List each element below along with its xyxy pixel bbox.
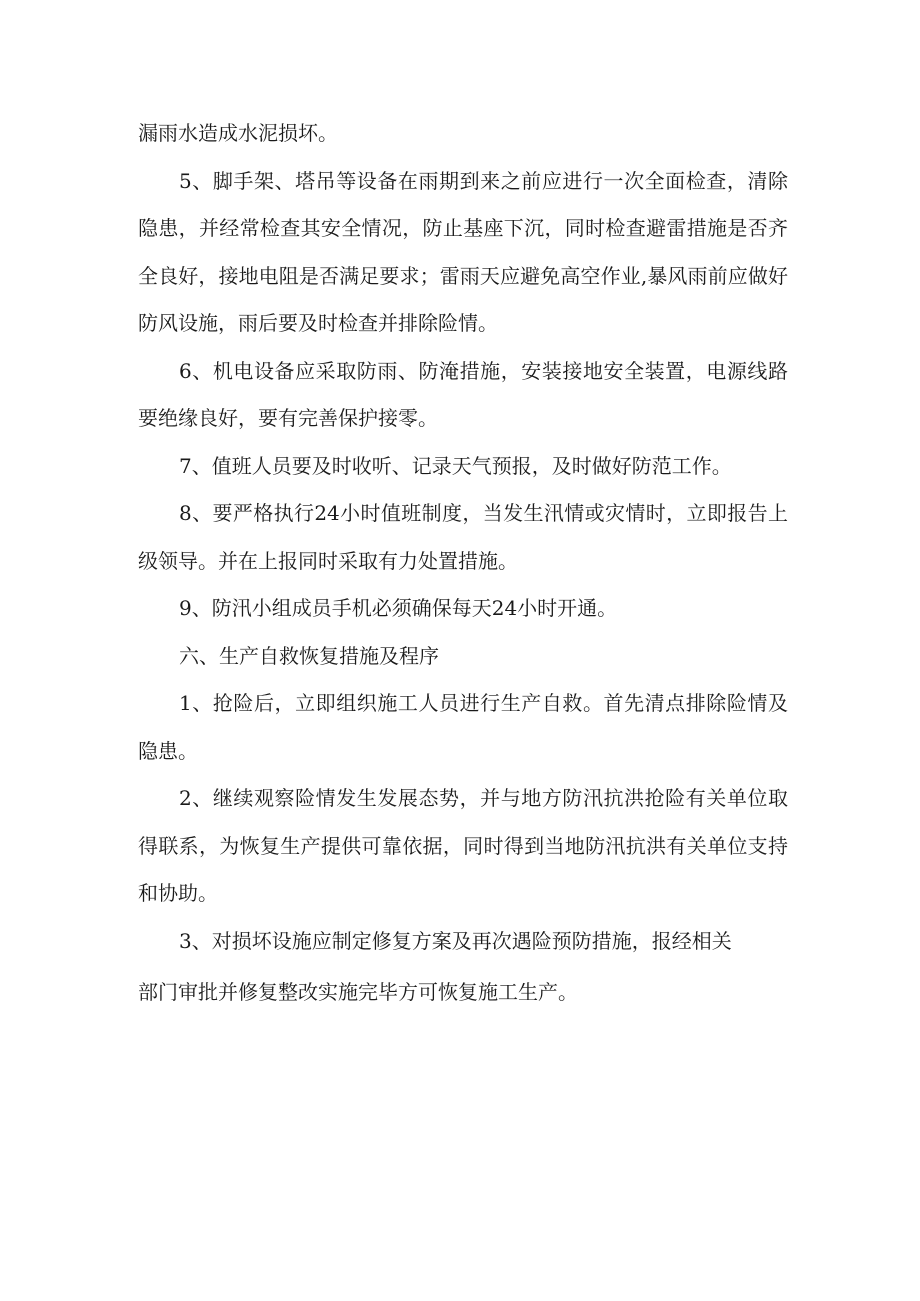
paragraph-step-2: 2、继续观察险情发生发展态势，并与地方防汛抗洪抢险有关单位取得联系，为恢复生产提供可靠依据，同时得到当地防汛抗洪有关单位支持和协助。 [138, 786, 788, 905]
paragraph-continuation: 漏雨水造成水泥损坏。 [138, 121, 338, 145]
paragraph-item-6: 6、机电设备应采取防雨、防淹措施，安装接地安全装置，电源线路要绝缘良好，要有完善保护接零。 [138, 358, 788, 430]
paragraph-item-7: 7、值班人员要及时收听、记录天气预报，及时做好防范工作。 [179, 453, 732, 478]
paragraph-step-1: 1、抢险后，立即组织施工人员进行生产自救。首先清点排除险情及隐患。 [138, 691, 788, 763]
document-body [138, 110, 788, 1017]
paragraph-step-3: 3、对损坏设施应制定修复方案及再次遇险预防措施，报经相关 [179, 928, 732, 953]
paragraph-item-9: 9、防汛小组成员手机必须确保每天24小时开通。 [179, 596, 618, 620]
paragraph-item-5: 5、脚手架、塔吊等设备在雨期到来之前应进行一次全面检查，清除隐患，并经常检查其安全情况，防止基座下沉，同时检查避雷措施是否齐全良好，接地电阻是否满足要求；雷雨天应避免高空作业,暴风雨前应做好防风设施，雨后要及时检查并排除险情。 [138, 168, 788, 335]
paragraph-step-3-continuation: 部门审批并修复整改实施完毕方可恢复施工生产。 [138, 980, 578, 1004]
paragraph-item-8: 8、要严格执行24小时值班制度，当发生汛情或灾情时，立即报告上级领导。并在上报同时采取有力处置措施。 [138, 501, 788, 573]
section-heading: 六、生产自救恢复措施及程序 [179, 643, 439, 668]
